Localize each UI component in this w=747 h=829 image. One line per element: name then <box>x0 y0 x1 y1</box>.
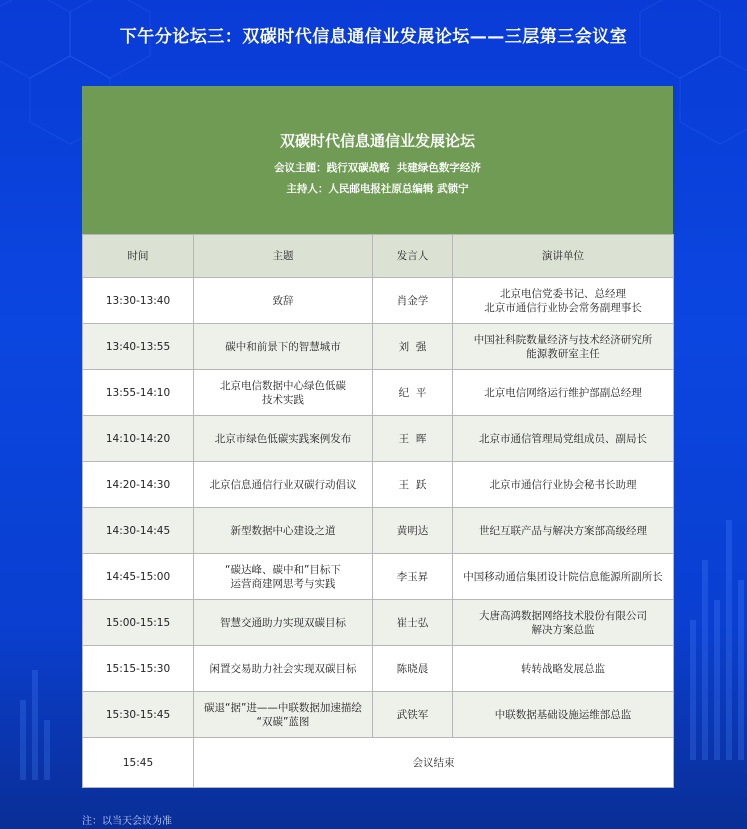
organization-cell: 中国移动通信集团设计院信息能源所副所长 <box>453 554 674 600</box>
table-row <box>83 324 674 370</box>
topic-cell: 碳退“据”进——中联数据加速描绘 “双碳”蓝图 <box>194 692 373 738</box>
time-cell: 14:10-14:20 <box>83 416 194 462</box>
agenda-card <box>82 86 673 784</box>
organization-cell: 转转战略发展总监 <box>453 646 674 692</box>
table-row <box>83 554 674 600</box>
topic-cell: 智慧交通助力实现双碳目标 <box>194 600 373 646</box>
speaker-cell: 纪 平 <box>373 370 453 416</box>
speaker-cell: 王 晖 <box>373 416 453 462</box>
topic-cell: 北京信息通信行业双碳行动倡议 <box>194 462 373 508</box>
speaker-cell: 黄明达 <box>373 508 453 554</box>
time-cell: 15:30-15:45 <box>83 692 194 738</box>
speaker-cell: 李玉昇 <box>373 554 453 600</box>
table-header-row <box>83 235 674 278</box>
speaker-cell: 崔士弘 <box>373 600 453 646</box>
header-time: 时间 <box>83 235 194 278</box>
organization-cell: 世纪互联产品与解决方案部高级经理 <box>453 508 674 554</box>
table-row <box>83 370 674 416</box>
speaker-cell: 武铁军 <box>373 692 453 738</box>
organization-cell: 北京电信网络运行维护部副总经理 <box>453 370 674 416</box>
topic-cell: 北京市绿色低碳实践案例发布 <box>194 416 373 462</box>
forum-name: 双碳时代信息通信业发展论坛 <box>279 132 475 150</box>
header-organization: 演讲单位 <box>453 235 674 278</box>
topic-cell: 碳中和前景下的智慧城市 <box>194 324 373 370</box>
closing-time-cell: 15:45 <box>83 738 194 788</box>
page-title: 下午分论坛三：双碳时代信息通信业发展论坛——三层第三会议室 <box>119 27 628 47</box>
speaker-cell: 刘 强 <box>373 324 453 370</box>
speaker-cell: 肖金学 <box>373 278 453 324</box>
time-cell: 13:40-13:55 <box>83 324 194 370</box>
time-cell: 14:20-14:30 <box>83 462 194 508</box>
table-row <box>83 646 674 692</box>
forum-host: 主持人：人民邮电报社原总编辑 武锁宁 <box>286 183 469 195</box>
closing-text-cell: 会议结束 <box>194 738 674 788</box>
table-row <box>83 462 674 508</box>
table-row <box>83 508 674 554</box>
forum-header <box>82 86 673 234</box>
table-row <box>83 692 674 738</box>
time-cell: 15:00-15:15 <box>83 600 194 646</box>
header-speaker: 发言人 <box>373 235 453 278</box>
organization-cell: 中联数据基础设施运维部总监 <box>453 692 674 738</box>
organization-cell: 北京市通信管理局党组成员、副局长 <box>453 416 674 462</box>
organization-cell: 北京电信党委书记、总经理 北京市通信行业协会常务副理事长 <box>453 278 674 324</box>
footnote: 注：以当天会议为准 <box>82 816 172 827</box>
topic-cell: “碳达峰、碳中和”目标下 运营商建网思考与实践 <box>194 554 373 600</box>
topic-cell: 致辞 <box>194 278 373 324</box>
time-cell: 15:15-15:30 <box>83 646 194 692</box>
header-topic: 主题 <box>194 235 373 278</box>
topic-cell: 新型数据中心建设之道 <box>194 508 373 554</box>
table-row <box>83 278 674 324</box>
forum-theme: 会议主题：践行双碳战略 共建绿色数字经济 <box>274 162 481 174</box>
table-row <box>83 600 674 646</box>
time-cell: 13:30-13:40 <box>83 278 194 324</box>
time-cell: 13:55-14:10 <box>83 370 194 416</box>
organization-cell: 北京市通信行业协会秘书长助理 <box>453 462 674 508</box>
closing-row <box>83 738 674 788</box>
table-row <box>83 416 674 462</box>
topic-cell: 北京电信数据中心绿色低碳 技术实践 <box>194 370 373 416</box>
time-cell: 14:30-14:45 <box>83 508 194 554</box>
speaker-cell: 陈晓晨 <box>373 646 453 692</box>
topic-cell: 闲置交易助力社会实现双碳目标 <box>194 646 373 692</box>
speaker-cell: 王 跃 <box>373 462 453 508</box>
organization-cell: 中国社科院数量经济与技术经济研究所 能源教研室主任 <box>453 324 674 370</box>
agenda-table <box>82 234 674 788</box>
organization-cell: 大唐高鸿数据网络技术股份有限公司 解决方案总监 <box>453 600 674 646</box>
time-cell: 14:45-15:00 <box>83 554 194 600</box>
agenda-rows <box>83 278 674 788</box>
